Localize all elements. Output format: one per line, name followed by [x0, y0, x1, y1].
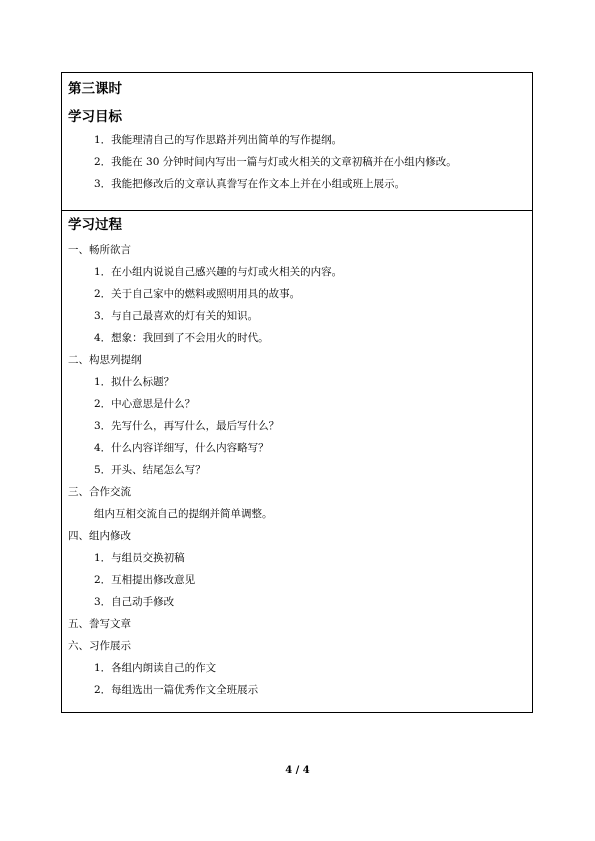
process-item: 4．什么内容详细写，什么内容略写？ [94, 442, 269, 454]
process-section-title: 三、合作交流 [68, 486, 131, 498]
process-list [68, 243, 526, 698]
goals-cell [62, 79, 532, 211]
process-item: 3．与自己最喜欢的灯有关的知识。 [94, 310, 259, 322]
process-item: 组内互相交流自己的提纲并简单调整。 [94, 508, 273, 520]
process-item: 5．开头、结尾怎么写？ [94, 464, 206, 476]
process-section-title: 六、习作展示 [68, 640, 131, 652]
process-item: 2．中心意思是什么？ [94, 398, 196, 410]
process-item: 2．关于自己家中的燃料或照明用具的故事。 [94, 288, 301, 300]
process-item: 3．先写什么，再写什么，最后写什么？ [94, 420, 280, 432]
lesson-table [61, 72, 533, 713]
process-section-title: 一、畅所欲言 [68, 244, 131, 256]
goals-heading: 学习目标 [68, 109, 122, 125]
goal-item: 2．我能在 30 分钟时间内写出一篇与灯或火相关的文章初稿并在小组内修改。 [94, 156, 457, 168]
process-heading: 学习过程 [68, 217, 122, 233]
process-item: 3．自己动手修改 [94, 596, 175, 608]
process-item: 2．互相提出修改意见 [94, 574, 196, 586]
process-item: 1．在小组内说说自己感兴趣的与灯或火相关的内容。 [94, 266, 343, 278]
process-section-title: 四、组内修改 [68, 530, 131, 542]
goal-item: 3．我能把修改后的文章认真誊写在作文本上并在小组或班上展示。 [94, 178, 406, 190]
lesson-title: 第三课时 [68, 81, 122, 97]
process-section-title: 五、誊写文章 [68, 618, 131, 630]
page-number: 4 / 4 [285, 765, 310, 776]
goal-item: 1．我能理清自己的写作思路并列出简单的写作提纲。 [94, 134, 343, 146]
process-item: 1．各组内朗读自己的作文 [94, 662, 217, 674]
process-section-title: 二、构思列提纲 [68, 354, 142, 366]
process-item: 1．拟什么标题？ [94, 376, 175, 388]
process-cell [62, 215, 532, 712]
process-item: 1．与组员交换初稿 [94, 552, 185, 564]
process-item: 2．每组选出一篇优秀作文全班展示 [94, 684, 259, 696]
process-item: 4．想象：我回到了不会用火的时代。 [94, 332, 269, 344]
